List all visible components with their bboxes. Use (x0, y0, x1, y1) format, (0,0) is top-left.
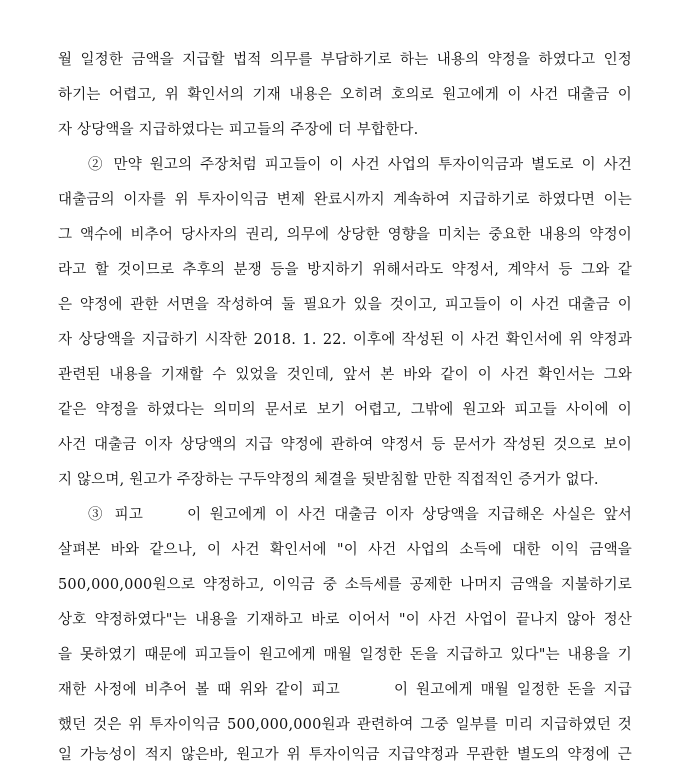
paragraph-2-line-4: 라고 할 것이므로 추후의 분쟁 등을 방지하기 위해서라도 약정서, 계약서 등 그와 같 (58, 262, 632, 278)
paragraph-1-line-2: 하기는 어렵고, 위 확인서의 기재 내용은 오히려 호의로 원고에게 이 사건 대출금 이 (58, 87, 632, 103)
paragraph-2-line-2: 대출금의 이자를 위 투자이익금 변제 완료시까지 계속하여 지급하기로 하였다면 이는 (58, 192, 632, 208)
paragraph-2-line-3: 그 액수에 비추어 당사자의 권리, 의무에 상당한 영향을 미치는 중요한 내용의 약정이 (58, 227, 632, 243)
paragraph-2-line-5: 은 약정에 관한 서면을 작성하여 둘 필요가 있을 것이고, 피고들이 이 사건 대출금 이 (58, 297, 632, 313)
paragraph-3-line-8: 일 가능성이 적지 않은바, 원고가 위 투자이익금 지급약정과 무관한 별도의 약정에 근 (58, 747, 632, 763)
paragraph-3-line-3: 500,000,000원으로 약정하고, 이익금 중 소득세를 공제한 나머지 금액을 지불하기로 (58, 577, 632, 593)
paragraph-3-line-2: 살펴본 바와 같으나, 이 사건 확인서에 "이 사건 사업의 소득에 대한 이익 금액을 (58, 542, 632, 558)
paragraph-3-line-1-after-gap: 이 원고에게 이 사건 대출금 이자 상당액을 지급해온 사실은 앞서 (187, 507, 632, 523)
paragraph-3-line-7: 했던 것은 위 투자이익금 500,000,000원과 관련하여 그중 일부를 미리 지급하였던 것 (58, 717, 632, 733)
paragraph-2-line-9: 사건 대출금 이자 상당액의 지급 약정에 관하여 약정서 등 문서가 작성된 것으로 보이 (58, 437, 632, 453)
paragraph-3-line-6 (58, 677, 632, 703)
paragraph-2-line-6: 자 상당액을 지급하기 시작한 2018. 1. 22. 이후에 작성된 이 사건 확인서에 위 약정과 (58, 332, 632, 348)
paragraph-3-line-1-before-gap: ③ 피고 (88, 507, 144, 523)
paragraph-1-line-1: 월 일정한 금액을 지급할 법적 의무를 부담하기로 하는 내용의 약정을 하였다고 인정 (58, 52, 632, 68)
paragraph-1-line-3: 자 상당액을 지급하였다는 피고들의 주장에 더 부합한다. (58, 122, 419, 138)
paragraph-2-line-1: ② 만약 원고의 주장처럼 피고들이 이 사건 사업의 투자이익금과 별도로 이 사건 (88, 157, 632, 173)
paragraph-2-line-10: 지 않으며, 원고가 주장하는 구두약정의 체결을 뒷받침할 만한 직접적인 증거가 없다. (58, 472, 599, 488)
paragraph-2-line-8: 같은 약정을 하였다는 의미의 문서로 보기 어렵고, 그밖에 원고와 피고들 사이에 이 (58, 402, 632, 418)
paragraph-3-line-1 (88, 502, 632, 528)
paragraph-3-line-5: 을 못하였기 때문에 피고들이 원고에게 매월 일정한 돈을 지급하고 있다"는 내용을 기 (58, 647, 632, 663)
paragraph-3-line-6-before-gap: 재한 사정에 비추어 볼 때 위와 같이 피고 (58, 682, 341, 698)
paragraph-3-line-6-after-gap: 이 원고에게 매월 일정한 돈을 지급 (394, 682, 632, 698)
paragraph-2-line-7: 관련된 내용을 기재할 수 있었을 것인데, 앞서 본 바와 같이 이 사건 확인서는 그와 (58, 367, 632, 383)
paragraph-3-line-4: 상호 약정하였다"는 내용을 기재하고 바로 이어서 "이 사건 사업이 끝나지 않아 정산 (58, 612, 632, 628)
